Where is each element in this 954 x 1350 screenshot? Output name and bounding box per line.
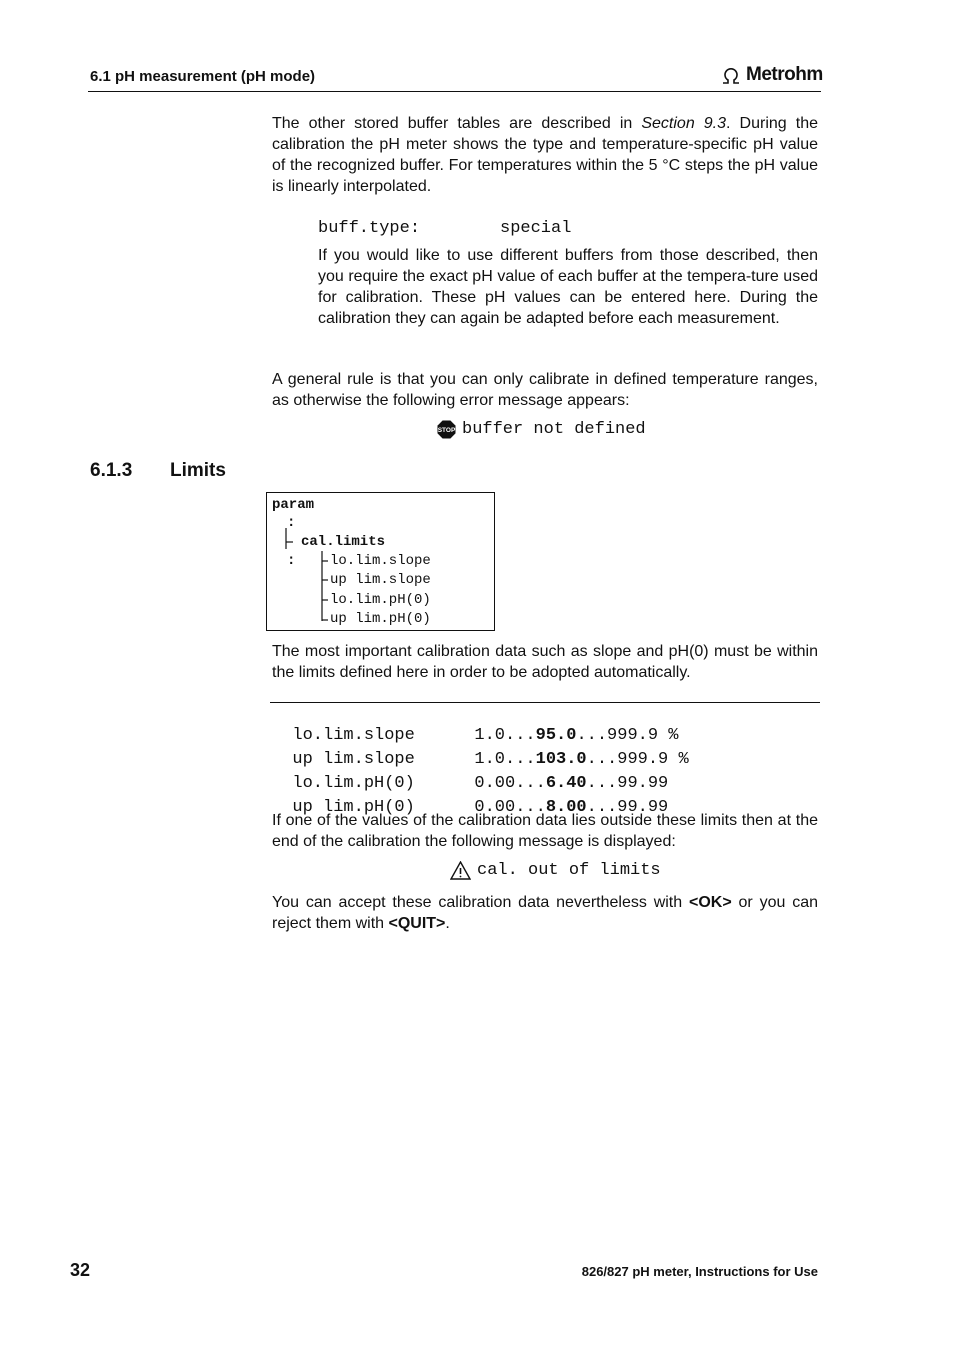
buff-type-line	[318, 219, 571, 238]
error-message	[437, 420, 646, 439]
general-rule-paragraph: A general rule is that you can only calibrate in defined temperature ranges, as otherwise the following error message appears:	[272, 371, 818, 409]
menu-colon: :	[287, 515, 296, 531]
menu-branch: cal.limits	[301, 534, 386, 550]
outside-limits-paragraph: If one of the values of the calibration data lies outside these limits then at the end of the calibration the following message is displayed:	[272, 812, 818, 850]
limit-name: lo.lim.pH(0)	[292, 774, 415, 793]
section-heading	[90, 460, 226, 482]
section-number: 6.1.3	[90, 460, 133, 481]
table-top-rule	[270, 702, 820, 703]
logo-text: Metrohm	[746, 64, 823, 85]
header-divider	[88, 91, 821, 92]
ok-key: <OK>	[689, 894, 732, 911]
buff-type-param: buff.type:	[318, 219, 421, 238]
limits-intro-paragraph: The most important calibration data such as slope and pH(0) must be within the limits defined here in order to be adopted automatically.	[272, 643, 818, 681]
limit-name: up lim.slope	[292, 750, 415, 769]
menu-root: param	[272, 497, 315, 513]
accept-text-c: .	[445, 915, 450, 932]
limit-min: 1.0...	[474, 750, 536, 769]
menu-item: lo.lim.slope	[330, 553, 431, 569]
limit-max: ...99.99	[586, 774, 669, 793]
limit-default: 8.00	[545, 798, 587, 817]
limit-default: 103.0	[535, 750, 587, 769]
limit-default: 6.40	[545, 774, 587, 793]
brand-logo	[720, 64, 823, 86]
quit-key: <QUIT>	[388, 915, 446, 932]
accept-paragraph	[272, 892, 818, 934]
intro-text-b: . During the calibration the pH meter shows the type and temperature-specific pH value of the recognized buffer. For temperatures within the 5 °C steps the pH value is linearly interpolated.	[272, 115, 818, 195]
document-title: 826/827 pH meter, Instructions for Use	[581, 1264, 818, 1279]
page-header-title: 6.1 pH measurement (pH mode)	[90, 68, 316, 85]
limit-min: 0.00...	[474, 798, 546, 817]
limit-max: ...99.99	[586, 798, 669, 817]
warning-icon	[450, 861, 471, 880]
intro-text-a: The other stored buffer tables are described in	[272, 115, 642, 132]
limit-name: lo.lim.slope	[292, 726, 415, 745]
limit-max: ...999.9 %	[576, 726, 679, 745]
menu-colon: :	[287, 553, 296, 569]
limit-min: 1.0...	[474, 726, 536, 745]
section-title: Limits	[170, 460, 226, 481]
stop-icon	[437, 420, 456, 439]
menu-item: up lim.pH(0)	[330, 611, 431, 627]
menu-item: up lim.slope	[330, 572, 431, 588]
omega-logo-icon	[720, 64, 742, 86]
menu-tree-box	[266, 492, 495, 631]
accept-text-b: or you can reject them with	[272, 894, 819, 932]
warning-message-text: cal. out of limits	[477, 861, 661, 880]
limit-min: 0.00...	[474, 774, 546, 793]
limit-max: ...999.9 %	[586, 750, 689, 769]
svg-text:STOP: STOP	[437, 427, 456, 434]
page-number: 32	[70, 1260, 91, 1280]
buff-type-value: special	[500, 219, 572, 238]
menu-item: lo.lim.pH(0)	[330, 592, 431, 608]
limit-name: up lim.pH(0)	[292, 798, 415, 817]
warning-message	[450, 861, 661, 880]
buff-type-description: If you would like to use different buffers from those described, then you require the exact pH value of each buffer at the tempera-ture used for calibration. These pH values can be entered here. During the calibration they can again be adapted before each measurement.	[318, 247, 818, 327]
limit-default: 95.0	[535, 726, 577, 745]
error-message-text: buffer not defined	[462, 420, 646, 439]
section-reference: Section 9.3	[641, 115, 727, 132]
accept-text-a: You can accept these calibration data nevertheless with	[272, 894, 689, 911]
intro-paragraph	[272, 113, 818, 197]
